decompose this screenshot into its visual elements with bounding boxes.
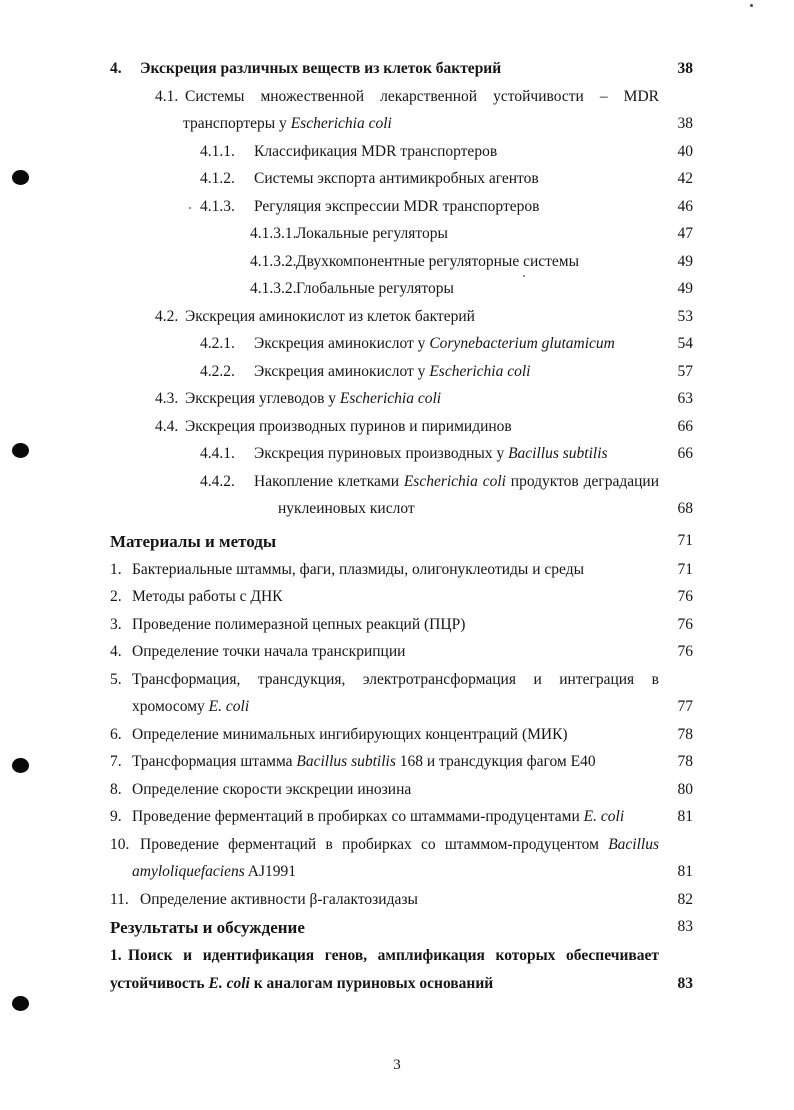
toc-number: 10. xyxy=(110,835,130,853)
toc-page-number: 46 xyxy=(677,197,693,215)
toc-title-prefix: Трансформация штамма xyxy=(132,753,297,770)
toc-page-number: 81 xyxy=(677,863,693,880)
toc-number: 4.1. xyxy=(155,87,179,105)
toc-page-number: 83 xyxy=(677,974,693,992)
toc-title xyxy=(132,748,659,776)
scan-binding-dot-2 xyxy=(12,443,29,458)
toc-title: Двухкомпонентные регуляторные системы xyxy=(296,252,580,270)
toc-entry-sec-4-2-1[interactable] xyxy=(110,330,693,358)
scan-speck-top-right xyxy=(750,4,753,7)
toc-entry-sec-4-4-1[interactable] xyxy=(110,440,693,468)
toc-title-prefix: Экскреция углеводов у xyxy=(185,390,340,407)
toc-title: Экскреция аминокислот из клеток бактерий xyxy=(185,307,475,325)
toc-entry-sec-4-1-3[interactable] xyxy=(110,193,693,221)
toc-entry-method-7[interactable] xyxy=(110,748,693,776)
heading-materials-label: Материалы и методы xyxy=(110,531,277,551)
toc-title-line2-prefix: хромосому xyxy=(132,698,209,715)
toc-title: Методы работы с ДНК xyxy=(132,588,283,605)
toc-number: 1. xyxy=(110,947,122,964)
toc-entry-sec-4-1-3-1[interactable] xyxy=(110,220,693,248)
toc-title-species: Corynebacterium glutamicum xyxy=(429,335,615,352)
toc-page-number: 82 xyxy=(677,890,693,908)
toc-title-suffix: продуктов деградации xyxy=(505,472,659,490)
toc-page-number: 57 xyxy=(677,362,693,380)
toc-number: 4.1.1. xyxy=(200,142,235,160)
toc-title: Определение точки начала транскрипции xyxy=(132,643,406,660)
toc-page-number: 80 xyxy=(677,780,693,798)
page-folio: 3 xyxy=(393,1057,401,1073)
toc-page-number: 83 xyxy=(677,918,693,935)
toc-title-line1 xyxy=(140,831,659,859)
toc-page-number: 66 xyxy=(677,417,693,435)
toc-title-prefix: Экскреция аминокислот у xyxy=(254,335,430,352)
toc-entry-method-10-line2[interactable] xyxy=(110,858,693,886)
toc-title: Бактериальные штаммы, фаги, плазмиды, олигонуклеотиды и среды xyxy=(132,560,584,578)
toc-title: Экскреция различных веществ из клеток бактерий xyxy=(140,60,502,77)
toc-entry-method-3[interactable] xyxy=(110,611,693,639)
toc-title xyxy=(185,385,659,413)
toc-title-line2-species: E. coli xyxy=(208,974,250,992)
toc-entry-method-6[interactable] xyxy=(110,721,693,749)
toc-title-prefix: Проведение ферментаций в пробирках со штаммами-продуцентами xyxy=(132,808,584,825)
toc-page-number: 42 xyxy=(677,170,693,187)
toc-title-species: Bacillus subtilis xyxy=(296,753,396,770)
toc-title-species: Escherichia coli xyxy=(429,362,531,380)
toc-entry-method-11[interactable] xyxy=(110,886,693,914)
toc-number: 4.4.2. xyxy=(200,472,235,490)
toc-title-prefix: Экскреция аминокислот у xyxy=(254,362,430,380)
toc-entry-sec-4[interactable] xyxy=(110,55,693,83)
toc-entry-sec-4-4-2-line2[interactable] xyxy=(110,495,693,523)
toc-page-number: 54 xyxy=(677,335,693,352)
toc-title: Регуляция экспрессии MDR транспортеров xyxy=(254,197,540,215)
toc-number: 4.1.2. xyxy=(200,170,235,187)
toc-title-line2-suffix: к аналогам пуриновых оснований xyxy=(249,974,494,992)
toc-title: Локальные регуляторы xyxy=(296,225,448,242)
toc-title-line2-prefix: устойчивость xyxy=(110,974,209,992)
toc-number: 4.2.1. xyxy=(200,335,235,352)
toc-entry-sec-4-4-2-line1[interactable] xyxy=(110,468,693,496)
toc-title-suffix: 168 и трансдукция фагом Е40 xyxy=(395,753,596,770)
toc-entry-method-5-line1[interactable] xyxy=(110,666,693,694)
toc-title: Системы экспорта антимикробных агентов xyxy=(254,170,539,187)
toc-page-number: 71 xyxy=(677,531,693,549)
toc-number: 11. xyxy=(110,890,129,908)
toc-title: Определение минимальных ингибирующих концентраций (МИК) xyxy=(132,725,568,743)
toc-title: Экскреция производных пуринов и пиримидинов xyxy=(185,417,512,435)
toc-title-prefix: Экскреция пуриновых производных у xyxy=(254,445,509,462)
toc-page-number: 78 xyxy=(677,753,693,770)
toc-number: 1. xyxy=(110,560,122,578)
toc-page-number: 38 xyxy=(677,115,693,132)
toc-entry-sec-4-1-line2[interactable] xyxy=(110,110,693,138)
toc-title xyxy=(254,440,659,468)
scan-binding-dot-1 xyxy=(12,170,29,185)
toc-entry-sec-4-1-line1[interactable] xyxy=(110,83,693,111)
toc-page-number: 77 xyxy=(677,698,693,715)
toc-entry-result-1-line2[interactable] xyxy=(110,970,693,998)
toc-title-line1: Системы множественной лекарственной устойчивости – MDR xyxy=(185,87,659,105)
toc-title-line1: Поиск и идентификация генов, амплификация которых обеспечивает xyxy=(128,947,659,964)
toc-page-number: 78 xyxy=(677,725,693,743)
toc-entry-sec-4-1-3-2a[interactable] xyxy=(110,248,693,276)
heading-results-label: Результаты и обсуждение xyxy=(110,918,305,937)
toc-page-number: 76 xyxy=(677,643,693,660)
scan-binding-dot-3 xyxy=(12,758,29,773)
toc-entry-sec-4-3[interactable] xyxy=(110,385,693,413)
toc-number: 4.1.3.2. xyxy=(250,280,297,297)
toc-title-line2: нуклеиновых кислот xyxy=(278,500,415,517)
toc-number: 8. xyxy=(110,780,122,798)
toc-entry-method-4[interactable] xyxy=(110,638,693,666)
toc-page-number: 81 xyxy=(677,808,693,825)
toc-page-number: 76 xyxy=(677,615,693,633)
heading-results[interactable] xyxy=(110,913,693,942)
toc-title: Глобальные регуляторы xyxy=(296,280,454,297)
toc-entry-sec-4-1-2[interactable] xyxy=(110,165,693,193)
toc-entry-sec-4-1-1[interactable] xyxy=(110,138,693,166)
toc-entry-result-1-line1[interactable] xyxy=(110,942,693,970)
toc-number: 4.3. xyxy=(155,390,179,407)
toc-title-line2-prefix: транспортеры у xyxy=(183,115,291,132)
scan-binding-dot-4 xyxy=(12,996,29,1011)
toc-entry-method-9[interactable] xyxy=(110,803,693,831)
table-of-contents xyxy=(110,55,693,997)
toc-page-number: 53 xyxy=(677,307,693,325)
toc-entry-sec-4-2-2[interactable] xyxy=(110,358,693,386)
toc-title: Определение скорости экскреции инозина xyxy=(132,780,412,798)
toc-number: 4.1.3.2. xyxy=(250,252,297,270)
toc-page-number: 63 xyxy=(677,390,693,407)
toc-title-species: E. coli xyxy=(583,808,625,825)
toc-page-number: 68 xyxy=(677,500,693,517)
heading-materials[interactable] xyxy=(110,527,693,556)
toc-title-line1: Трансформация, трансдукция, электротрансформация и интеграция в xyxy=(132,670,659,688)
toc-title-species: Bacillus xyxy=(608,835,659,853)
toc-page-number: 49 xyxy=(677,280,693,297)
stray-ink-dot xyxy=(523,275,525,277)
toc-number: 4.4.1. xyxy=(200,445,235,462)
toc-title xyxy=(254,358,659,386)
toc-entry-method-5-line2[interactable] xyxy=(110,693,693,721)
toc-title-species: Escherichia coli xyxy=(403,472,506,490)
toc-number: 4. xyxy=(110,643,122,660)
toc-title-line2-species: E. coli xyxy=(208,698,250,715)
toc-number: 4.4. xyxy=(155,417,179,435)
toc-number: 4. xyxy=(110,60,122,77)
toc-entry-method-2[interactable] xyxy=(110,583,693,611)
toc-page-number: 47 xyxy=(677,225,693,242)
stray-ink-dot xyxy=(189,207,191,209)
toc-title-line2-species: Escherichia coli xyxy=(290,115,392,132)
toc-title-species: Escherichia coli xyxy=(339,390,442,407)
toc-number: 4.1.3.1. xyxy=(250,225,297,242)
toc-title-species: Bacillus subtilis xyxy=(508,445,608,462)
toc-title xyxy=(254,330,659,358)
toc-title: Проведение полимеразной цепных реакций (ПЦР) xyxy=(132,615,466,633)
toc-number: 4.1.3. xyxy=(200,197,235,215)
toc-page-number: 49 xyxy=(677,252,693,270)
toc-title-line2-suffix: AJ1991 xyxy=(244,863,297,880)
toc-entry-method-1[interactable] xyxy=(110,556,693,584)
toc-entry-sec-4-1-3-2b[interactable] xyxy=(110,275,693,303)
toc-entry-sec-4-4[interactable] xyxy=(110,413,693,441)
toc-title-line2-species: amyloliquefaciens xyxy=(132,863,245,880)
toc-page-number: 66 xyxy=(677,445,693,462)
toc-title xyxy=(132,803,659,831)
toc-title-prefix: Проведение ферментаций в пробирках со штаммом-продуцентом xyxy=(140,835,609,853)
toc-entry-method-8[interactable] xyxy=(110,776,693,804)
toc-title-line1 xyxy=(254,468,659,496)
toc-number: 4.2.2. xyxy=(200,362,235,380)
toc-number: 6. xyxy=(110,725,122,743)
toc-entry-sec-4-2[interactable] xyxy=(110,303,693,331)
toc-title-prefix: Накопление клетками xyxy=(254,472,404,490)
toc-page-number: 71 xyxy=(677,560,693,578)
toc-number: 5. xyxy=(110,670,122,688)
toc-number: 9. xyxy=(110,808,122,825)
toc-title: Классификация MDR транспортеров xyxy=(254,142,498,160)
toc-number: 2. xyxy=(110,588,122,605)
toc-page-number: 38 xyxy=(677,60,693,77)
toc-number: 7. xyxy=(110,753,122,770)
toc-page-number: 76 xyxy=(677,588,693,605)
toc-number: 4.2. xyxy=(155,307,179,325)
toc-title: Определение активности β-галактозидазы xyxy=(140,890,418,908)
toc-entry-method-10-line1[interactable] xyxy=(110,831,693,859)
toc-page-number: 40 xyxy=(677,142,693,160)
toc-number: 3. xyxy=(110,615,122,633)
